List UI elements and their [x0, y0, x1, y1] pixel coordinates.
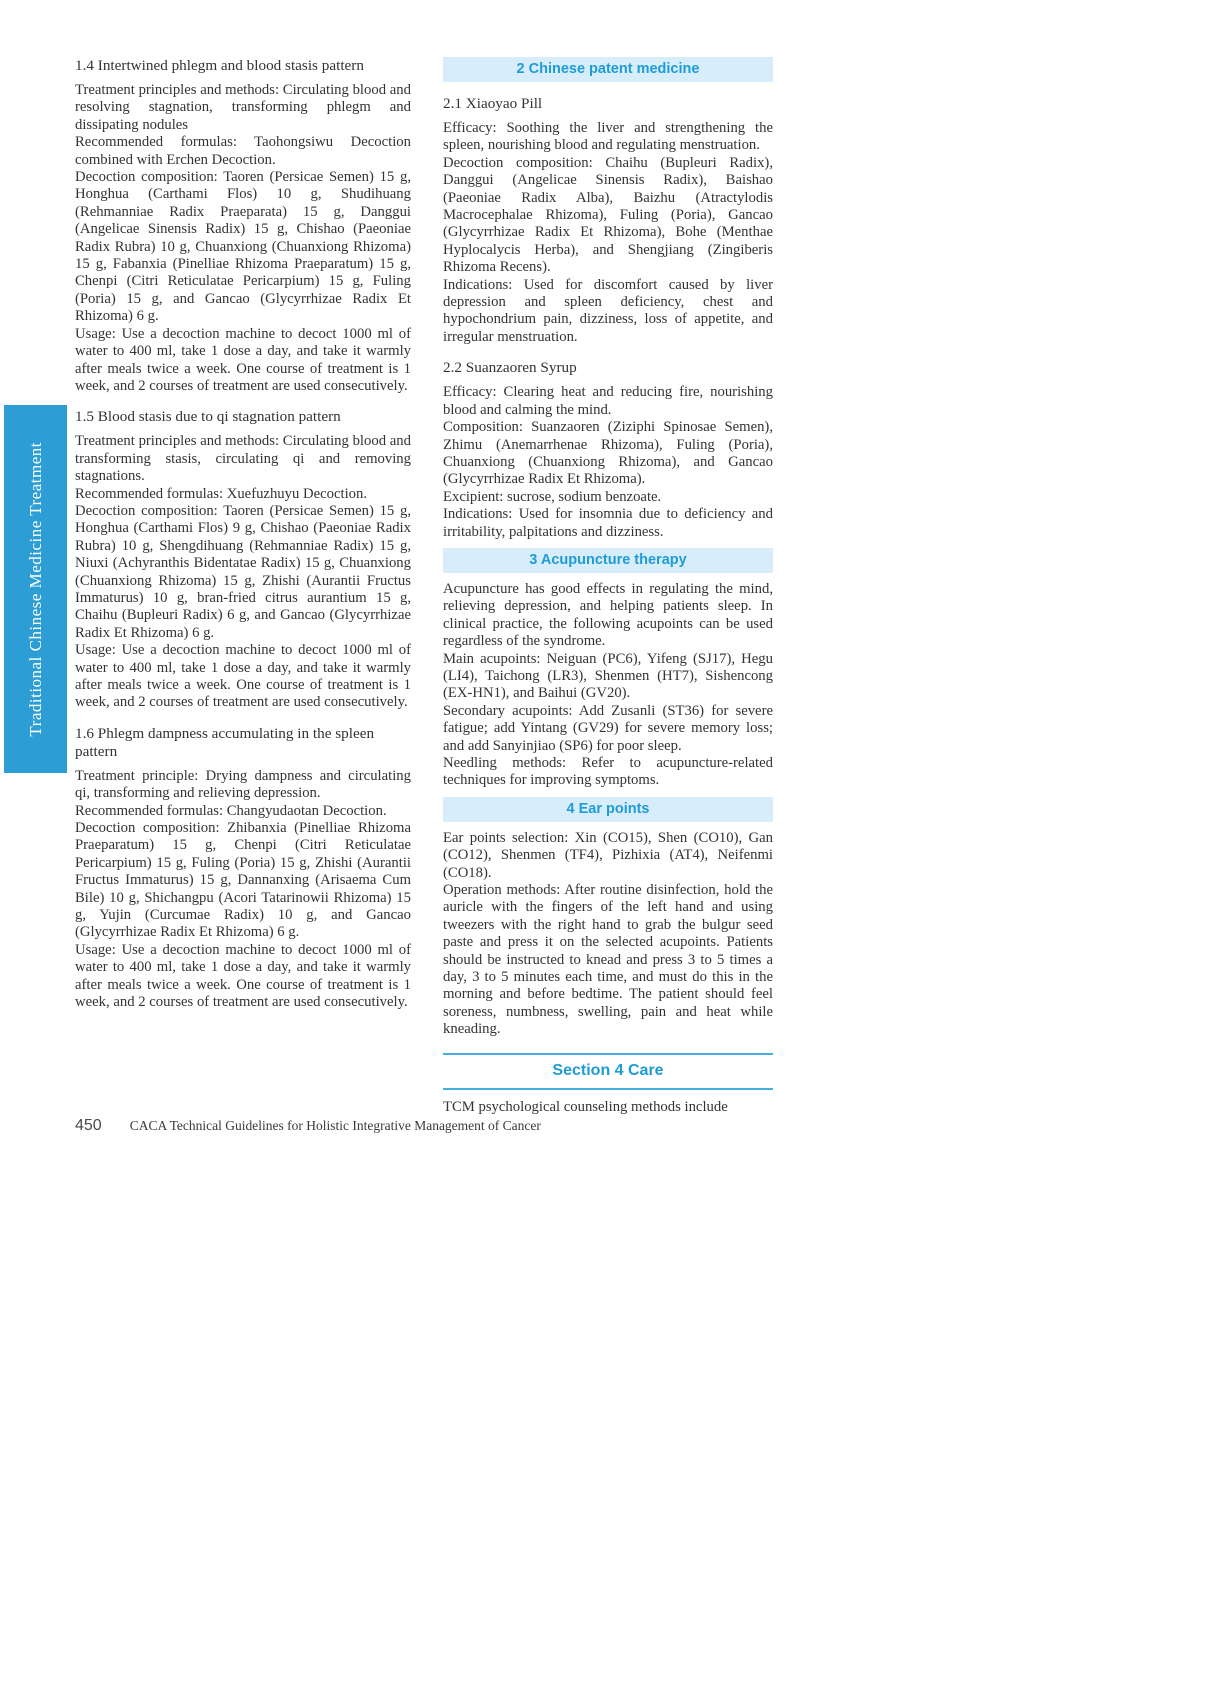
subsection-heading: 1.5 Blood stasis due to qi stagnation pattern — [75, 408, 341, 426]
chapter-tab — [4, 405, 67, 773]
body-paragraph: Treatment principles and methods: Circulating blood and resolving stagnation, transforming phlegm and dissipating nodules — [75, 82, 411, 133]
left-text-column — [75, 57, 411, 1012]
subsection-heading: 1.4 Intertwined phlegm and blood stasis pattern — [75, 57, 364, 74]
body-paragraph: Indications: Used for discomfort caused by liver depression and spleen deficiency, chest and hypochondrium pain, dizziness, loss of appetite, and irregular menstruation. — [443, 276, 773, 345]
body-paragraph: Decoction composition: Taoren (Persicae Semen) 15 g, Honghua (Carthami Flos) 9 g, Chishao (Paeoniae Radix Rubra) 10 g, Shengdihuang (Rehmanniae Radix) 15 g, Niuxi (Achyranthis Bidentatae Radix) 15 g, Chuanxiong (Chuanxiong Rhizoma) 15 g, Zhishi (Aurantii Fructus Immaturus) 10 g, bran-fried citrus aurantium 15 g, Chaihu (Bupleuri Radix) 6 g, and Gancao (Glycyrrhizae Radix Et Rhizoma) 6 g. — [75, 502, 411, 641]
body-paragraph: Main acupoints: Neiguan (PC6), Yifeng (SJ17), Hegu (LI4), Taichong (LR3), Shenmen (HT7), Sishencong (EX-HN1), and Baihui (GV20). — [443, 650, 773, 702]
section-band-heading: 4 Ear points — [443, 797, 773, 822]
body-paragraph: Indications: Used for insomnia due to deficiency and irritability, palpitations and dizziness. — [443, 506, 773, 540]
body-paragraph: Composition: Suanzaoren (Ziziphi Spinosae Semen), Zhimu (Anemarrhenae Rhizoma), Fuling (Poria), Chuanxiong (Chuanxiong Rhizoma), and Gancao (Glycyrrhizae Radix Et Rhizoma). — [443, 419, 773, 488]
section-band-heading: 2 Chinese patent medicine — [443, 57, 773, 82]
body-paragraph: Secondary acupoints: Add Zusanli (ST36) for severe fatigue; add Yintang (GV29) for severe memory loss; and add Sanyinjiao (SP6) for poor sleep. — [443, 702, 773, 754]
body-paragraph: Excipient: sucrose, sodium benzoate. — [443, 488, 662, 505]
body-paragraph: Efficacy: Soothing the liver and strengthening the spleen, nourishing blood and regulating menstruation. — [443, 120, 773, 154]
right-text-column — [443, 57, 773, 1116]
body-paragraph: Decoction composition: Zhibanxia (Pinelliae Rhizoma Praeparatum) 15 g, Chenpi (Citri Reticulatae Pericarpium) 15 g, Fuling (Poria) 15 g, Zhishi (Aurantii Fructus Immaturus) 15 g, Dannanxing (Arisaema Cum Bile) 10 g, Shichangpu (Acori Tatarinowii Rhizoma) 15 g, Yujin (Curcumae Radix) 10 g, and Gancao (Glycyrrhizae Radix Et Rhizoma) 6 g. — [75, 820, 411, 941]
body-paragraph: Needling methods: Refer to acupuncture-related techniques for improving symptoms. — [443, 755, 773, 789]
page-number: 450 — [75, 1117, 102, 1134]
chapter-tab-label: Traditional Chinese Medicine Treatment — [25, 441, 45, 737]
body-paragraph: Decoction composition: Chaihu (Bupleuri Radix), Danggui (Angelicae Sinensis Radix), Baishao (Paeoniae Radix Alba), Baizhu (Atractylodis Macrocephalae Rhizoma), Fuling (Poria), Gancao (Glycyrrhizae Radix Et Rhizoma), Bohe (Menthae Hyplocalycis Herba), and Shengjiang (Zingiberis Rhizoma Recens). — [443, 154, 773, 276]
body-paragraph: TCM psychological counseling methods include — [443, 1098, 728, 1115]
subsection-heading: 1.6 Phlegm dampness accumulating in the spleen pattern — [75, 724, 375, 760]
page-footer — [75, 1117, 775, 1135]
body-paragraph: Usage: Use a decoction machine to decoct 1000 ml of water to 400 ml, take 1 dose a day, and take it warmly after meals twice a week. One course of treatment is 1 week, and 2 courses of treatment are used consecutively. — [75, 325, 411, 394]
body-paragraph: Usage: Use a decoction machine to decoct 1000 ml of water to 400 ml, take 1 dose a day, and take it warmly after meals twice a week. One course of treatment is 1 week, and 2 courses of treatment are used consecutively. — [75, 941, 411, 1011]
body-paragraph: Ear points selection: Xin (CO15), Shen (CO10), Gan (CO12), Shenmen (TF4), Pizhixia (AT4), Neifenmi (CO18). — [443, 829, 773, 881]
body-paragraph: Treatment principles and methods: Circulating blood and transforming stasis, circulating qi and removing stagnations. — [75, 433, 411, 485]
body-paragraph: Usage: Use a decoction machine to decoct 1000 ml of water to 400 ml, take 1 dose a day, and take it warmly after meals twice a week. One course of treatment is 1 week, and 2 courses of treatment are used consecutively. — [75, 642, 411, 711]
body-paragraph: Recommended formulas: Xuefuzhuyu Decoction. — [75, 485, 368, 502]
body-paragraph: Operation methods: After routine disinfection, hold the auricle with the fingers of the left hand and using tweezers with the right hand to grab the bulgur seed paste and press it on the selected acupoints. Patients should be instructed to knead and press 3 to 5 times a day, 3 to 5 minutes each time, and must do this in the morning and before bedtime. The patient should feel soreness, numbness, swelling, pain and heat while kneading. — [443, 882, 773, 1038]
body-paragraph: Recommended formulas: Changyudaotan Decoction. — [75, 802, 387, 819]
body-paragraph: Acupuncture has good effects in regulating the mind, relieving depression, and helping patients sleep. In clinical practice, the following acupoints can be used regardless of the syndrome. — [443, 580, 773, 650]
subsection-heading: 2.1 Xiaoyao Pill — [443, 95, 543, 112]
body-paragraph: Recommended formulas: Taohongsiwu Decoction combined with Erchen Decoction. — [75, 134, 411, 168]
body-paragraph: Efficacy: Clearing heat and reducing fire, nourishing blood and calming the mind. — [443, 384, 773, 418]
subsection-heading: 2.2 Suanzaoren Syrup — [443, 359, 577, 377]
body-paragraph: Decoction composition: Taoren (Persicae Semen) 15 g, Honghua (Carthami Flos) 10 g, Shudihuang (Rehmanniae Radix Praeparata) 15 g, Danggui (Angelicae Sinensis Radix) 15 g, Chishao (Paeoniae Radix Rubra) 10 g, Chuanxiong (Chuanxiong Rhizoma) 15 g, Fabanxia (Pinelliae Rhizoma Praeparatum) 15 g, Chenpi (Citri Reticulatae Pericarpium) 15 g, Fuling (Poria) 15 g, and Gancao (Glycyrrhizae Radix Et Rhizoma) 6 g. — [75, 169, 411, 325]
section-band-heading: 3 Acupuncture therapy — [443, 548, 773, 573]
footer-book-title: CACA Technical Guidelines for Holistic Integrative Management of Cancer — [129, 1118, 541, 1133]
section-title: Section 4 Care — [443, 1053, 773, 1090]
body-paragraph: Treatment principle: Drying dampness and circulating qi, transforming and relieving depression. — [75, 767, 411, 802]
